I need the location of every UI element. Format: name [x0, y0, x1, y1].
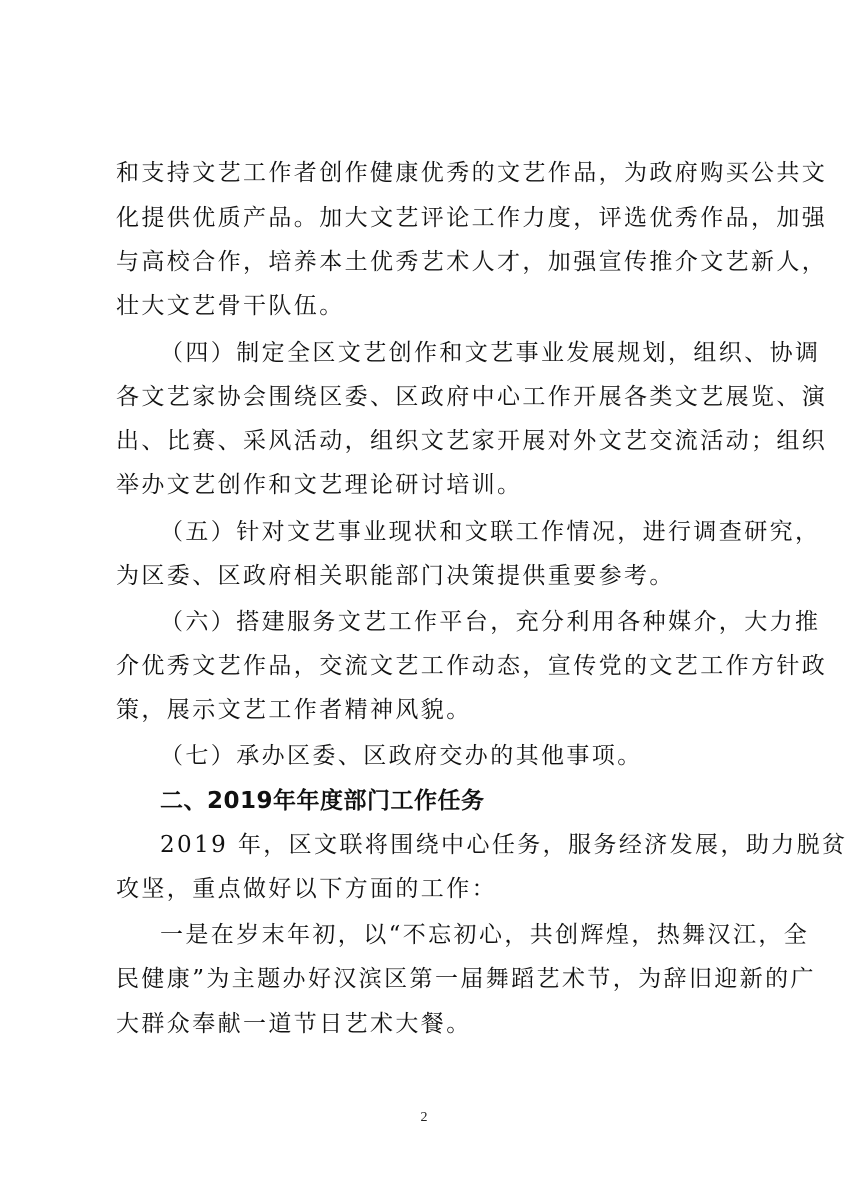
paragraph-line: 与高校合作，培养本土优秀艺术人才，加强宣传推介文艺新人，: [116, 249, 828, 275]
paragraph-line: 化提供优质产品。加大文艺评论工作力度，评选优秀作品，加强: [116, 205, 828, 231]
paragraph-line: 为区委、区政府相关职能部门决策提供重要参考。: [116, 563, 675, 589]
section-heading: 二、2019年年度部门工作任务: [160, 788, 485, 814]
paragraph-line: 民健康”为主题办好汉滨区第一届舞蹈艺术节，为辞旧迎新的广: [116, 966, 816, 992]
paragraph-line: 介优秀文艺作品，交流文艺工作动态，宣传党的文艺工作方针政: [116, 653, 828, 679]
paragraph-line: 各文艺家协会围绕区委、区政府中心工作开展各类文艺展览、演: [116, 384, 828, 410]
paragraph-line: 和支持文艺工作者创作健康优秀的文艺作品，为政府购买公共文: [116, 160, 828, 186]
paragraph-line: （四）制定全区文艺创作和文艺事业发展规划，组织、协调: [160, 340, 821, 366]
paragraph-line: 出、比赛、采风活动，组织文艺家开展对外文艺交流活动；组织: [116, 428, 828, 454]
page-number: 2: [420, 1110, 428, 1125]
paragraph-line: 策，展示文艺工作者精神风貌。: [116, 697, 472, 723]
paragraph-line: 攻坚，重点做好以下方面的工作：: [116, 876, 497, 902]
paragraph-line: 壮大文艺骨干队伍。: [116, 293, 345, 319]
paragraph-line: 一是在岁末年初，以“不忘初心，共创辉煌，热舞汉江，全: [160, 922, 810, 948]
paragraph-line: 举办文艺创作和文艺理论研讨培训。: [116, 472, 523, 498]
paragraph-line: （六）搭建服务文艺工作平台，充分利用各种媒介，大力推: [160, 609, 821, 635]
paragraph-line: （七）承办区委、区政府交办的其他事项。: [160, 743, 643, 769]
paragraph-line: 2019 年，区文联将围绕中心任务，服务经济发展，助力脱贫: [160, 832, 848, 858]
paragraph-line: 大群众奉献一道节日艺术大餐。: [116, 1011, 472, 1037]
paragraph-line: （五）针对文艺事业现状和文联工作情况，进行调查研究，: [160, 519, 821, 545]
